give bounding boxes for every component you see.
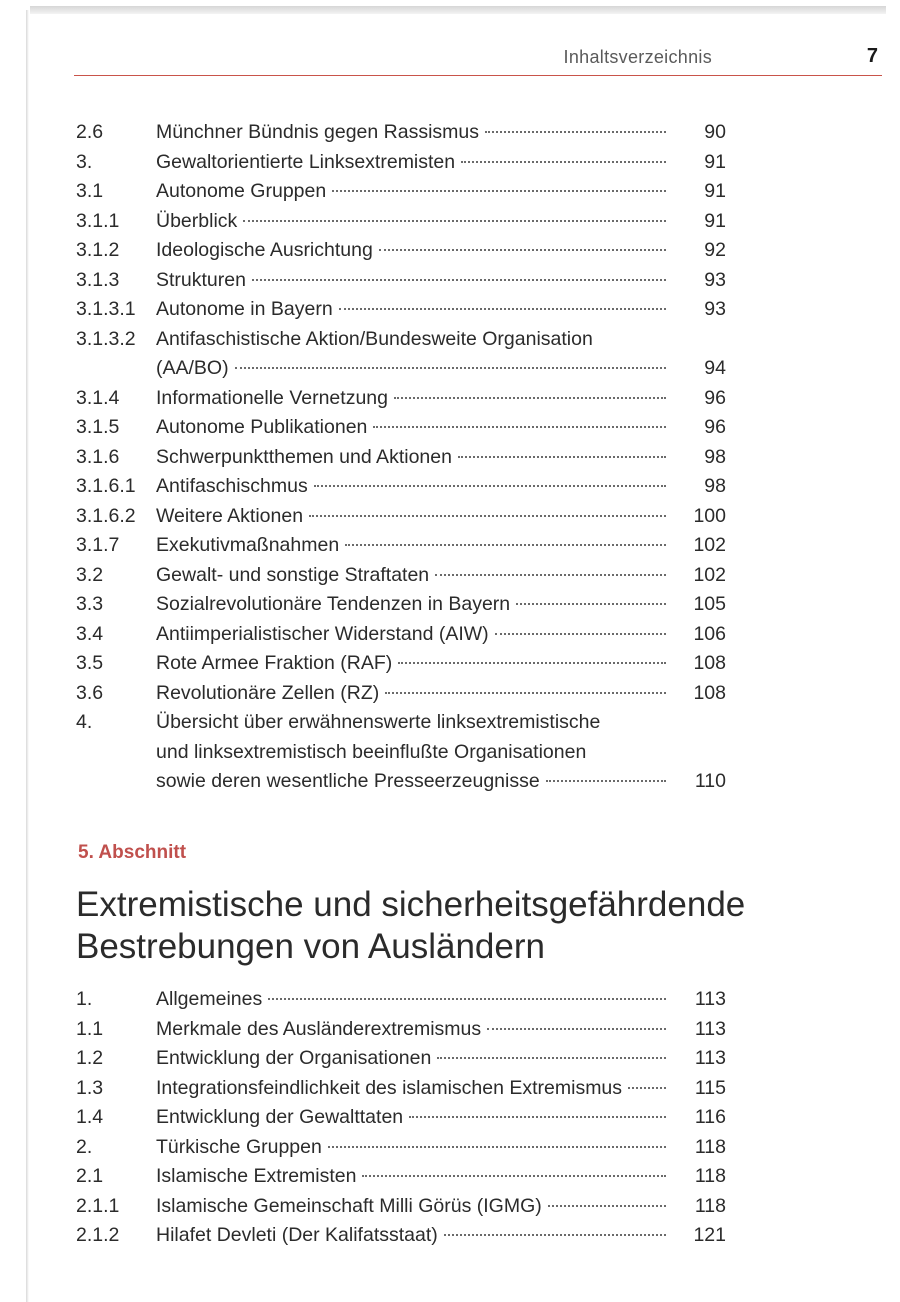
toc-entry — [76, 266, 726, 296]
toc-entry-page: 98 — [704, 445, 726, 468]
toc-entry-number: 2. — [76, 1135, 93, 1158]
toc-dot-leader — [628, 1086, 666, 1089]
toc-entry-title: Antifaschistische Aktion/Bundesweite Organisation — [156, 327, 593, 350]
toc-entry-body — [156, 1221, 674, 1251]
toc-dot-leader — [243, 219, 666, 222]
toc-entry — [76, 649, 726, 679]
toc-entry-number: 3.1.3.2 — [76, 327, 136, 350]
toc-entry-body — [156, 767, 674, 797]
toc-entry-body — [156, 1044, 674, 1074]
toc-entry-page: 118 — [694, 1165, 726, 1187]
toc-entry-body — [156, 177, 674, 207]
toc-entry-title: Exekutivmaßnahmen — [156, 534, 340, 556]
toc-entry-number: 3.1.6 — [76, 445, 120, 468]
toc-entry-number: 3.3 — [76, 593, 104, 615]
toc-entry-title: Türkische Gruppen — [156, 1135, 322, 1158]
toc-entry-body — [156, 148, 674, 178]
toc-entry-page: 106 — [693, 622, 726, 645]
toc-entry-page: 96 — [704, 386, 726, 409]
toc-entry-number: 3.1.2 — [76, 239, 120, 261]
toc-entry — [76, 354, 726, 384]
toc-entry — [76, 1044, 726, 1074]
toc-dot-leader — [379, 248, 666, 251]
toc-entry-title: Übersicht über erwähnenswerte linksextremistische — [156, 711, 601, 733]
toc-dot-leader — [487, 1027, 666, 1030]
toc-entry-body — [156, 266, 674, 296]
toc-dot-leader — [444, 1233, 666, 1236]
toc-entry-body — [156, 413, 674, 443]
toc-entry-page: 93 — [704, 298, 726, 320]
toc-entry — [76, 118, 726, 148]
toc-dot-leader — [546, 779, 666, 782]
toc-dot-leader — [394, 396, 666, 399]
toc-entry-number: 1.3 — [76, 1076, 104, 1099]
toc-entry-page: 90 — [704, 121, 726, 143]
toc-entry-number: 3.1.3 — [76, 268, 120, 291]
toc-entry-page: 110 — [694, 770, 726, 792]
toc-entry-page: 105 — [693, 593, 726, 615]
toc-entry — [76, 207, 726, 237]
toc-entry-number: 3.1.4 — [76, 386, 120, 409]
toc-entry — [76, 767, 726, 797]
toc-entry-title: Islamische Gemeinschaft Milli Görüs (IGMG) — [156, 1194, 542, 1217]
toc-entry-body — [156, 502, 674, 532]
toc-entry-body — [156, 295, 674, 325]
toc-entry-title: Gewalt- und sonstige Straftaten — [156, 563, 430, 586]
toc-entry-body — [156, 738, 674, 768]
toc-entry-number: 1.4 — [76, 1106, 104, 1128]
page-number: 7 — [866, 45, 878, 67]
toc-entry-body — [156, 1192, 674, 1222]
toc-entry-number: 1.2 — [76, 1047, 104, 1069]
toc-entry-number: 3.1.5 — [76, 416, 120, 438]
toc-entry-title: Revolutionäre Zellen (RZ) — [156, 681, 380, 704]
toc-entry-body — [156, 1074, 674, 1104]
toc-entry-page: 93 — [704, 268, 726, 291]
toc-entry — [76, 502, 726, 532]
toc-entry-title: Autonome in Bayern — [156, 298, 333, 320]
toc-entry-number: 3.1.1 — [76, 209, 120, 232]
toc-dot-leader — [252, 278, 666, 281]
toc-entry-number: 3.4 — [76, 622, 104, 645]
section-title-line-2: Bestrebungen von Ausländern — [76, 927, 545, 966]
toc-entry-body — [156, 1015, 674, 1045]
toc-entry-page: 113 — [694, 1047, 726, 1069]
toc-entry — [76, 1162, 726, 1192]
toc-entry-page: 94 — [704, 357, 726, 379]
toc-dot-leader — [328, 1145, 666, 1148]
toc-entry-title: (AA/BO) — [156, 357, 229, 379]
toc-entry-title: Überblick — [156, 209, 238, 232]
toc-entry — [76, 679, 726, 709]
toc-entry-number: 2.6 — [76, 121, 104, 143]
toc-entry-title: Entwicklung der Gewalttaten — [156, 1106, 404, 1128]
toc-entry-title: Entwicklung der Organisationen — [156, 1047, 432, 1069]
toc-entry-body — [156, 354, 674, 384]
toc-entry-title: Islamische Extremisten — [156, 1165, 357, 1187]
toc-entry-body — [156, 679, 674, 709]
toc-dot-leader — [309, 514, 666, 517]
toc-entry-page: 108 — [693, 652, 726, 674]
toc-entry-page: 115 — [694, 1076, 726, 1099]
toc-entry-title: Münchner Bündnis gegen Rassismus — [156, 121, 480, 143]
toc-entry-page: 102 — [693, 563, 726, 586]
toc-entry-number: 3.1.7 — [76, 534, 120, 556]
toc-entry-number: 2.1.1 — [76, 1194, 120, 1217]
toc-entry — [76, 620, 726, 650]
toc-entry-title: Autonome Publikationen — [156, 416, 368, 438]
toc-entry-body — [156, 985, 674, 1015]
toc-dot-leader — [345, 543, 666, 546]
toc-entry-page: 91 — [704, 180, 726, 202]
toc-dot-leader — [332, 189, 666, 192]
running-title: Inhaltsverzeichnis — [563, 47, 712, 67]
toc-entry-page: 100 — [693, 504, 726, 527]
toc-entry — [76, 443, 726, 473]
toc-entry-number: 1.1 — [76, 1017, 104, 1040]
toc-entry-title: sowie deren wesentliche Presseerzeugnisse — [156, 770, 540, 792]
toc-dot-leader — [339, 307, 666, 310]
toc-entry-number: 4. — [76, 711, 93, 733]
toc-entry-number: 1. — [76, 988, 93, 1010]
toc-entry-body — [156, 118, 674, 148]
toc-entry-body — [156, 1133, 674, 1163]
toc-entry — [76, 738, 726, 768]
toc-entry-title: Hilafet Devleti (Der Kalifatsstaat) — [156, 1224, 438, 1246]
toc-dot-leader — [385, 691, 666, 694]
toc-entry-title: und linksextremistisch beeinflußte Organisationen — [156, 740, 587, 763]
toc-entry-page: 121 — [693, 1224, 726, 1246]
toc-dot-leader — [435, 573, 666, 576]
toc-entry — [76, 985, 726, 1015]
toc-dot-leader — [314, 484, 666, 487]
toc-entry — [76, 325, 726, 355]
section-title — [76, 884, 796, 968]
toc-entry — [76, 236, 726, 266]
toc-entry-page: 113 — [694, 988, 726, 1010]
toc-entry-number: 3.1 — [76, 180, 104, 202]
toc-dot-leader — [437, 1056, 666, 1059]
toc-entry — [76, 531, 726, 561]
toc-entry-page: 102 — [693, 534, 726, 556]
toc-entry-body — [156, 708, 674, 738]
toc-dot-leader — [235, 366, 666, 369]
toc-entry-page: 91 — [704, 209, 726, 232]
toc-dot-leader — [398, 661, 666, 664]
toc-entry-number: 2.1 — [76, 1165, 104, 1187]
toc-part-2 — [76, 985, 726, 1251]
toc-dot-leader — [458, 455, 666, 458]
toc-entry-body — [156, 531, 674, 561]
toc-entry-title: Schwerpunktthemen und Aktionen — [156, 445, 452, 468]
toc-entry-title: Weitere Aktionen — [156, 504, 304, 527]
toc-entry-title: Strukturen — [156, 268, 246, 291]
toc-dot-leader — [516, 602, 666, 605]
toc-entry-number: 3.1.6.1 — [76, 475, 136, 497]
toc-entry-title: Rote Armee Fraktion (RAF) — [156, 652, 393, 674]
toc-dot-leader — [461, 160, 666, 163]
toc-entry-page: 96 — [704, 416, 726, 438]
toc-entry — [76, 1221, 726, 1251]
toc-entry — [76, 177, 726, 207]
toc-entry-body — [156, 649, 674, 679]
scan-top-edge — [30, 6, 886, 14]
toc-dot-leader — [268, 997, 666, 1000]
toc-entry — [76, 472, 726, 502]
toc-dot-leader — [409, 1115, 666, 1118]
running-header — [74, 45, 882, 76]
toc-entry-title: Allgemeines — [156, 988, 263, 1010]
toc-entry — [76, 561, 726, 591]
toc-entry-title: Ideologische Ausrichtung — [156, 239, 373, 261]
toc-entry-title: Merkmale des Ausländerextremismus — [156, 1017, 482, 1040]
toc-entry-title: Antiimperialistischer Widerstand (AIW) — [156, 622, 489, 645]
toc-entry-body — [156, 472, 674, 502]
toc-entry — [76, 1133, 726, 1163]
toc-entry-body — [156, 443, 674, 473]
toc-entry-number: 3.1.6.2 — [76, 504, 136, 527]
toc-entry-body — [156, 620, 674, 650]
toc-entry-page: 98 — [704, 475, 726, 497]
toc-entry-number: 3.5 — [76, 652, 104, 674]
toc-entry — [76, 413, 726, 443]
toc-entry — [76, 148, 726, 178]
toc-entry — [76, 1074, 726, 1104]
toc-dot-leader — [373, 425, 666, 428]
toc-entry-body — [156, 236, 674, 266]
toc-entry-title: Antifaschischmus — [156, 475, 308, 497]
toc-entry — [76, 1103, 726, 1133]
toc-entry-title: Integrationsfeindlichkeit des islamischen Extremismus — [156, 1076, 623, 1099]
toc-entry-body — [156, 590, 674, 620]
toc-entry-body — [156, 384, 674, 414]
toc-entry-number: 3.6 — [76, 681, 104, 704]
toc-entry-body — [156, 1103, 674, 1133]
toc-entry-page: 92 — [704, 239, 726, 261]
toc-entry-page: 118 — [694, 1194, 726, 1217]
toc-entry — [76, 384, 726, 414]
scan-left-edge — [26, 10, 29, 1302]
toc-entry-body — [156, 561, 674, 591]
toc-entry-title: Informationelle Vernetzung — [156, 386, 388, 409]
toc-entry-title: Gewaltorientierte Linksextremisten — [156, 150, 456, 173]
toc-entry-body — [156, 207, 674, 237]
toc-entry-page: 116 — [694, 1106, 726, 1128]
toc-entry-page: 108 — [693, 681, 726, 704]
toc-entry — [76, 590, 726, 620]
toc-entry-number: 3.1.3.1 — [76, 298, 136, 320]
toc-entry-title: Sozialrevolutionäre Tendenzen in Bayern — [156, 593, 511, 615]
toc-entry — [76, 1015, 726, 1045]
toc-entry-page: 118 — [694, 1135, 726, 1158]
toc-dot-leader — [548, 1204, 666, 1207]
toc-entry-page: 91 — [704, 150, 726, 173]
section-title-line-1: Extremistische und sicherheitsgefährdende — [76, 885, 746, 924]
toc-entry-number: 3. — [76, 150, 93, 173]
toc-entry — [76, 295, 726, 325]
toc-part-1 — [76, 118, 726, 797]
toc-entry — [76, 708, 726, 738]
toc-dot-leader — [485, 130, 666, 133]
section-label: 5. Abschnitt — [78, 842, 187, 863]
toc-dot-leader — [362, 1174, 666, 1177]
toc-entry-body — [156, 325, 674, 355]
toc-entry-number: 2.1.2 — [76, 1224, 120, 1246]
toc-entry-number: 3.2 — [76, 563, 104, 586]
toc-dot-leader — [495, 632, 666, 635]
toc-entry-page: 113 — [694, 1017, 726, 1040]
toc-entry — [76, 1192, 726, 1222]
toc-entry-title: Autonome Gruppen — [156, 180, 327, 202]
toc-entry-body — [156, 1162, 674, 1192]
